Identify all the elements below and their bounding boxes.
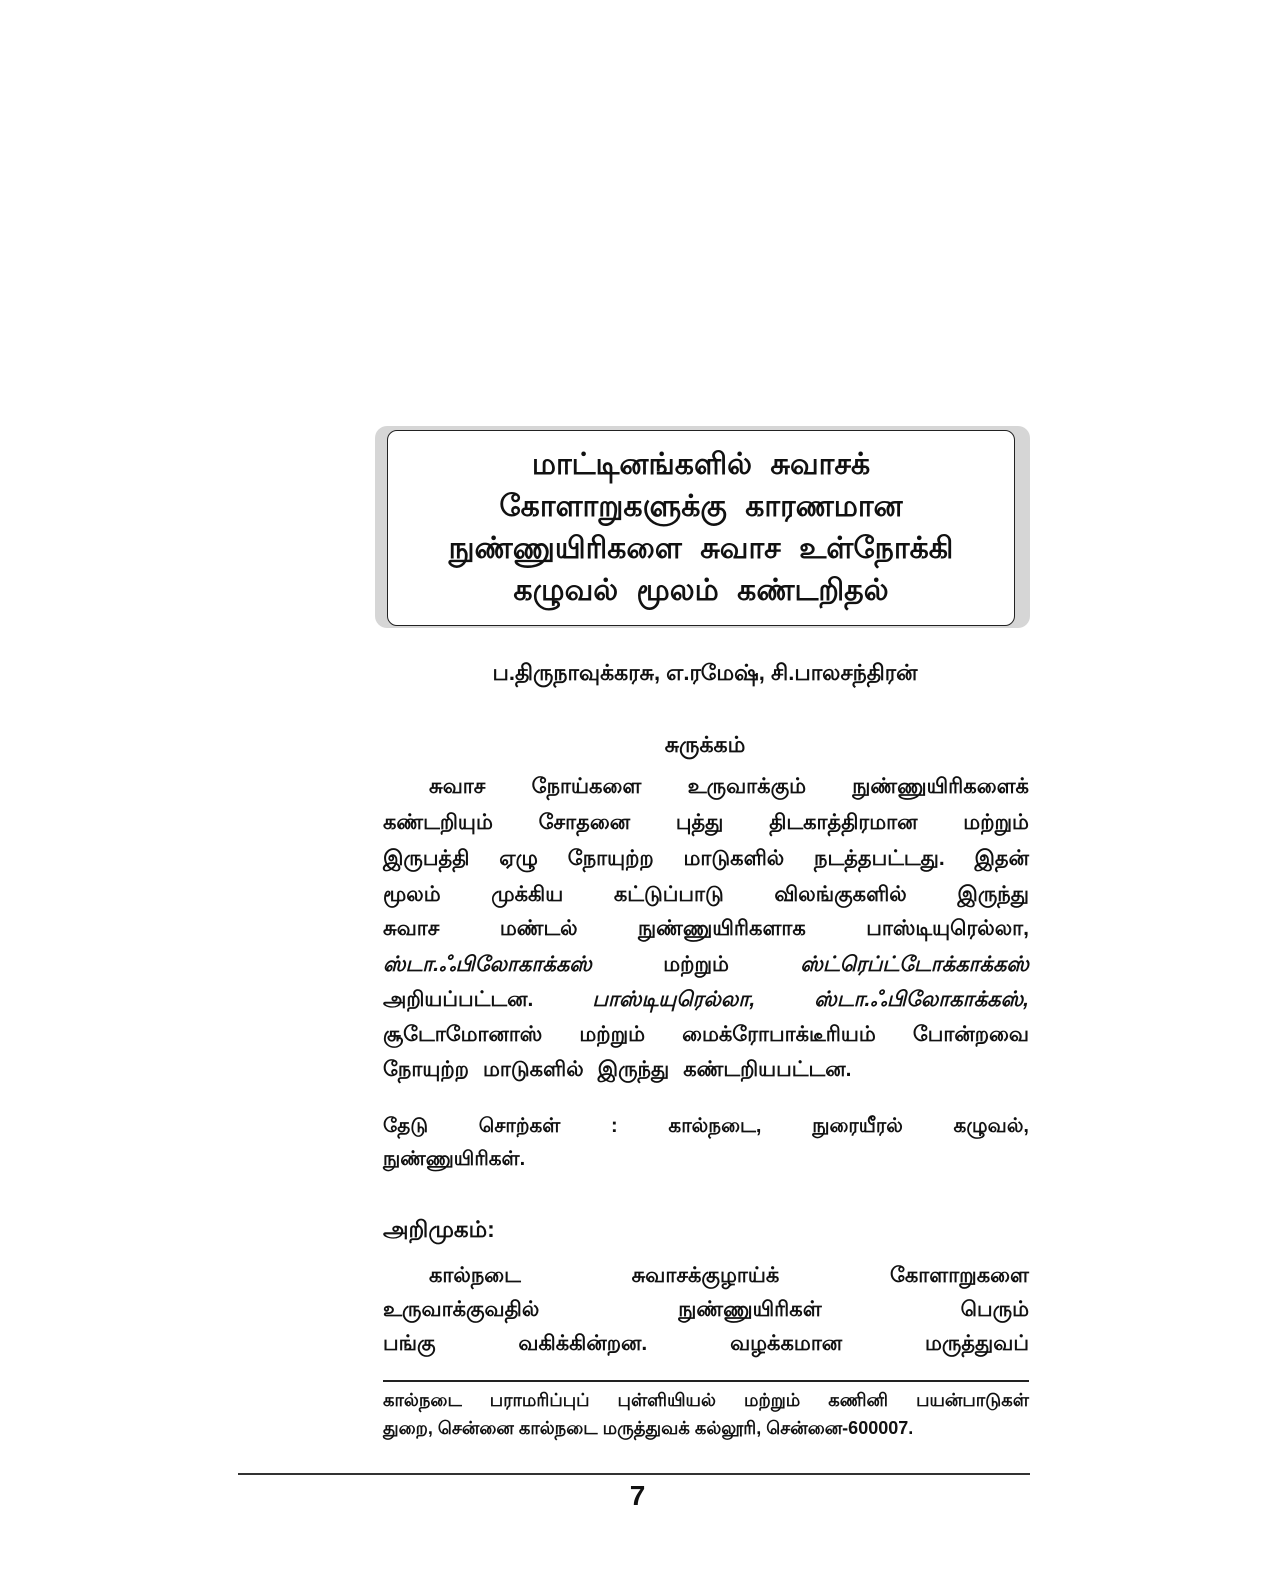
- abstract-line: [383, 844, 1029, 874]
- word: மாடுகளில்: [482, 1058, 584, 1081]
- word: இருபத்தி: [383, 847, 470, 870]
- word: சுவாச: [383, 917, 440, 940]
- word: புத்து: [675, 811, 724, 834]
- word: சோதனை: [538, 811, 631, 834]
- keywords-label: தேடு: [383, 1115, 429, 1137]
- word: ஏழு: [499, 847, 538, 870]
- authors: ப.திருநாவுக்கரசு, எ.ரமேஷ், சி.பாலசந்திரன்: [492, 660, 918, 685]
- word-italic: ஸ்டா.ஃபிலோகாக்கஸ்,: [814, 988, 1029, 1011]
- affiliation-line: [383, 1390, 1029, 1413]
- word-italic: பாஸ்டியுரெல்லா,: [592, 988, 756, 1011]
- word: உருவாக்குவதில்: [383, 1298, 540, 1321]
- keyword: கழுவல்,: [953, 1115, 1029, 1137]
- footer-rule: [238, 1473, 1030, 1475]
- word: மற்றும்: [963, 811, 1029, 834]
- word: கணினி: [828, 1390, 889, 1410]
- title-line-3: நுண்ணுயிரிகளை சுவாச உள்நோக்கி: [448, 532, 954, 565]
- word: விலங்குகளில்: [774, 883, 907, 906]
- abstract-line: [383, 1020, 1029, 1050]
- word: சூடோமோனாஸ்: [383, 1023, 543, 1046]
- keywords-line: [383, 1115, 1029, 1140]
- affiliation-rule: [383, 1380, 1029, 1382]
- abstract-line: [383, 950, 1029, 980]
- word: மாடுகளில்: [683, 847, 785, 870]
- word: கால்நடை: [429, 1264, 521, 1287]
- keyword: கால்நடை,: [668, 1115, 762, 1137]
- title-line-2: கோளாறுகளுக்கு காரணமான: [499, 490, 903, 523]
- abstract-heading: சுருக்கம்: [664, 732, 746, 757]
- word: பாஸ்டியுரெல்லா,: [866, 917, 1029, 940]
- word: கண்டறியும்: [383, 811, 493, 834]
- word: மற்றும்: [743, 1390, 801, 1410]
- affiliation-line-2: துறை, சென்னை கால்நடை மருத்துவக் கல்லூரி, சென்னை-600007.: [383, 1418, 914, 1438]
- keywords-colon: :: [611, 1115, 618, 1137]
- word: இதன்: [974, 847, 1029, 870]
- word: நடத்தபட்டது.: [814, 847, 945, 870]
- word: மருத்துவப்: [925, 1332, 1029, 1355]
- word-italic: ஸ்ட்ரெப்ட்டோக்காக்கஸ்: [800, 953, 1029, 976]
- word: புள்ளியியல்: [617, 1390, 716, 1410]
- word: முக்கிய: [491, 883, 564, 906]
- word: பராமரிப்புப்: [489, 1390, 590, 1410]
- abstract-line: [383, 808, 1029, 838]
- word: திடகாத்திரமான: [769, 811, 918, 834]
- word: அறியப்பட்டன.: [383, 988, 534, 1011]
- word: கால்நடை: [383, 1390, 462, 1410]
- word: வகிக்கின்றன.: [518, 1332, 648, 1355]
- word: கட்டுப்பாடு: [613, 883, 724, 906]
- title-line-1: மாட்டினங்களில் சுவாசக்: [531, 448, 871, 481]
- word: பெரும்: [960, 1298, 1029, 1321]
- word: மண்டல்: [499, 917, 578, 940]
- word: நோயுற்ற: [383, 1058, 469, 1081]
- word-italic: ஸ்டா.ஃபிலோகாக்கஸ்: [383, 953, 592, 976]
- intro-line: [383, 1295, 1029, 1325]
- abstract-line: [383, 1055, 1029, 1085]
- intro-heading: அறிமுகம்:: [383, 1216, 495, 1242]
- title-box: [387, 430, 1015, 626]
- word: மற்றும்: [579, 1023, 646, 1046]
- word: சுவாசக்குழாய்க்: [631, 1264, 780, 1287]
- abstract-line: [383, 772, 1029, 802]
- word: வழக்கமான: [730, 1332, 843, 1355]
- abstract-line: [383, 914, 1029, 944]
- word: இருந்து: [957, 883, 1029, 906]
- page-number: 7: [629, 1480, 646, 1511]
- word: போன்றவை: [912, 1023, 1029, 1046]
- word: உருவாக்கும்: [687, 775, 807, 798]
- title-line-4: கழுவல் மூலம் கண்டறிதல்: [513, 574, 889, 607]
- word: சுவாச: [429, 775, 486, 798]
- word: பங்கு: [383, 1332, 436, 1355]
- abstract-line: [383, 880, 1029, 910]
- keywords-label: சொற்கள்: [478, 1115, 561, 1137]
- word: நோயுற்ற: [567, 847, 654, 870]
- abstract-line: [383, 985, 1029, 1015]
- intro-line: [383, 1329, 1029, 1359]
- word: நுண்ணுயிரிகள்: [678, 1298, 822, 1321]
- word: இருந்து: [597, 1058, 670, 1081]
- word: நோய்களை: [531, 775, 642, 798]
- word: மற்றும்: [663, 953, 729, 976]
- word: மூலம்: [383, 883, 441, 906]
- word: மைக்ரோபாக்டீரியம்: [682, 1023, 876, 1046]
- word: கண்டறியபட்டன.: [683, 1058, 852, 1081]
- word: கோளாறுகளை: [889, 1264, 1029, 1287]
- keyword: நுரையீரல்: [812, 1115, 903, 1137]
- word: பயன்பாடுகள்: [916, 1390, 1029, 1410]
- word: நுண்ணுயிரிகளாக: [638, 917, 806, 940]
- keywords-line-2: நுண்ணுயிரிகள்.: [383, 1148, 526, 1170]
- word: நுண்ணுயிரிகளைக்: [852, 775, 1029, 798]
- intro-line: [383, 1261, 1029, 1291]
